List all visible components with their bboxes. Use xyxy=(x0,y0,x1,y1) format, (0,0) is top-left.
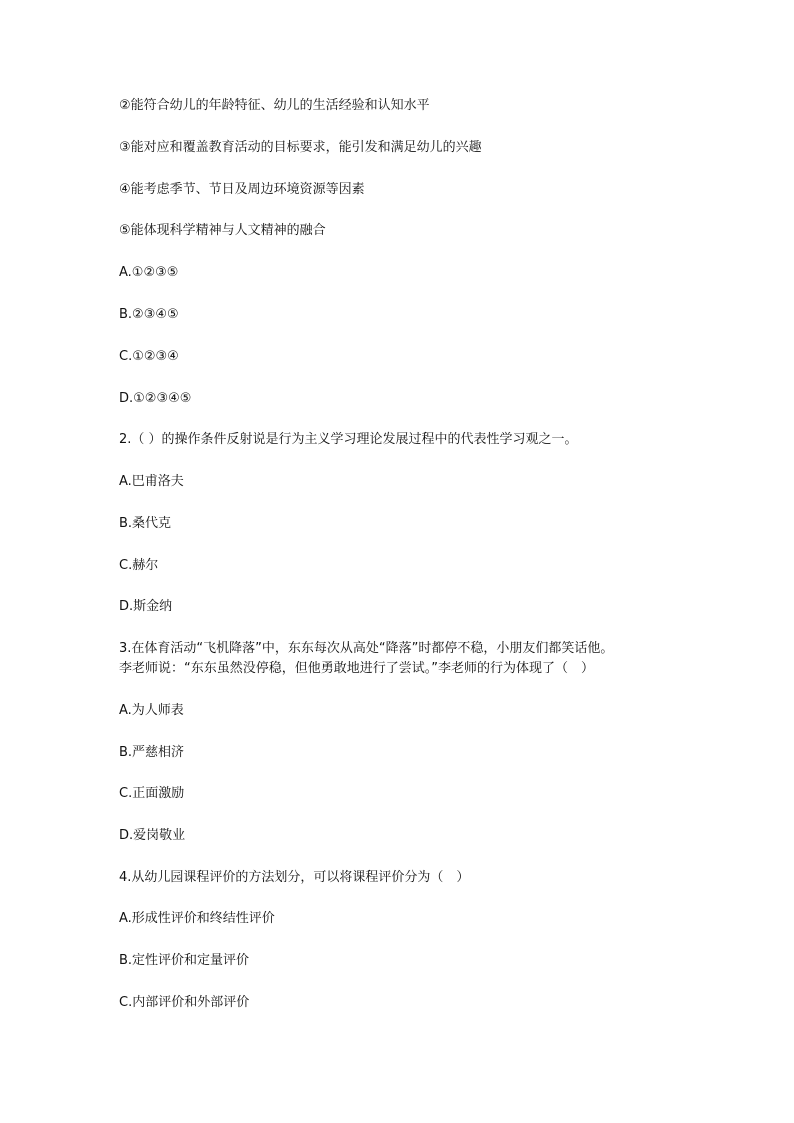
q3-choice-d: D.爱岗敬业 xyxy=(119,828,186,843)
q2-choice-a: A.巴甫洛夫 xyxy=(119,474,184,489)
option-item-2: ②能符合幼儿的年龄特征、幼儿的生活经验和认知水平 xyxy=(119,98,430,113)
q1-choice-d: D.①②③④⑤ xyxy=(119,391,192,406)
option-item-5: ⑤能体现科学精神与人文精神的融合 xyxy=(119,223,326,238)
q3-choice-b: B.严慈相济 xyxy=(119,745,185,760)
q3-choice-a: A.为人师表 xyxy=(119,703,184,718)
q2-choice-d: D.斯金纳 xyxy=(119,599,173,614)
question-3-stem-line-1: 3.在体育活动“飞机降落”中，东东每次从高处“降落”时都停不稳，小朋友们都笑话他。 xyxy=(119,641,614,656)
q4-choice-b: B.定性评价和定量评价 xyxy=(119,953,250,968)
question-3-stem-line-2: 李老师说：“东东虽然没停稳，但他勇敢地进行了尝试。”李老师的行为体现了（ ） xyxy=(119,661,594,676)
q3-choice-c: C.正面激励 xyxy=(119,786,185,801)
q1-choice-a: A.①②③⑤ xyxy=(119,265,179,280)
option-item-4: ④能考虑季节、节日及周边环境资源等因素 xyxy=(119,182,365,197)
q4-choice-c: C.内部评价和外部评价 xyxy=(119,995,250,1010)
question-4-stem: 4.从幼儿园课程评价的方法划分，可以将课程评价分为（ ） xyxy=(119,870,470,885)
option-item-3: ③能对应和覆盖教育活动的目标要求，能引发和满足幼儿的兴趣 xyxy=(119,140,482,155)
q2-choice-b: B.桑代克 xyxy=(119,516,172,531)
question-2-stem: 2.（ ）的操作条件反射说是行为主义学习理论发展过程中的代表性学习观之一。 xyxy=(119,432,578,447)
q2-choice-c: C.赫尔 xyxy=(119,558,159,573)
q4-choice-a: A.形成性评价和终结性评价 xyxy=(119,911,275,926)
q1-choice-c: C.①②③④ xyxy=(119,349,179,364)
q1-choice-b: B.②③④⑤ xyxy=(119,307,179,322)
